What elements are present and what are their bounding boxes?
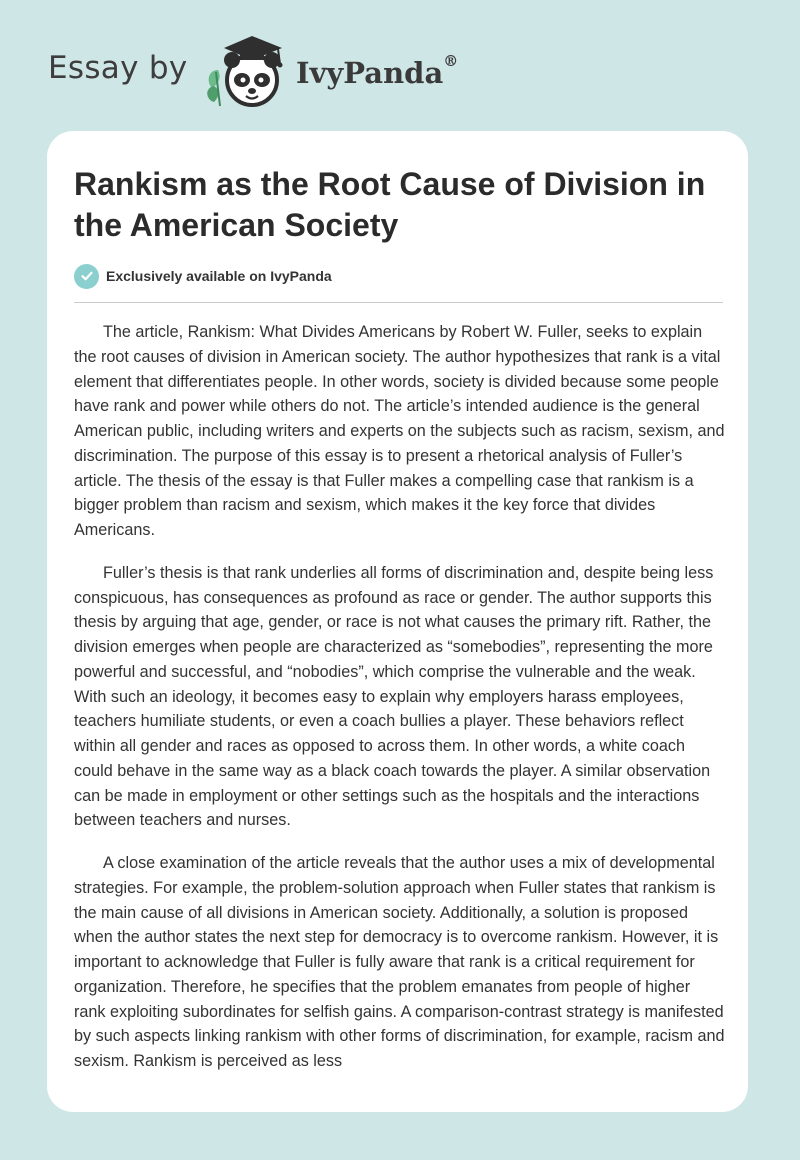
essay-paragraph: Fuller’s thesis is that rank underlies all forms of discrimination and, despite being less conspicuous, has consequences as profound as race or gender. The author supports this thesis by arguing that age, gender, or race is not what causes the primary rift. Rather, the division emerges when people are characterized as “somebodies”, representing the more powerful and successful, and “nobodies”, which comprise the vulnerable and the weak. With such an ideology, it becomes easy to explain why employers harass employees, teachers humiliate students, or even a coach bullies a player. These behaviors reflect within all gender and races as opposed to across them. In other words, a white coach could behave in the same way as a black coach towards the player. A similar observation can be made in employment or other settings such as the hospitals and the interactions between teachers and nurses. xyxy=(74,563,714,830)
brand-name[interactable] xyxy=(296,52,459,90)
essay-paragraph: A close examination of the article reveals that the author uses a mix of developmental strategies. For example, the problem-solution approach when Fuller states that rankism is the main cause of all divisions in American society. Additionally, a solution is proposed when the author states the next step for democracy is to overcome rankism. However, it is important to acknowledge that Fuller is fully aware that rank is a critical requirement for organization. Therefore, he specifies that the problem emanates from people of higher rank exploiting subordinates for selfish gains. A comparison-contrast strategy is manifested by such aspects linking rankism with other forms of discrimination, for example, racism and sexism. Rankism is perceived as less xyxy=(74,854,725,1070)
registered-mark: ® xyxy=(443,52,459,70)
divider xyxy=(74,302,723,303)
site-header xyxy=(48,30,508,120)
essay-paragraph: The article, Rankism: What Divides Americans by Robert W. Fuller, seeks to explain the root causes of division in American society. The author hypothesizes that rank is a vital element that differentiates people. In other words, society is divided because some people have rank and power while others do not. The article’s intended audience is the general American public, including writers and experts on the subjects such as racism, sexism, and discrimination. The purpose of this essay is to present a rhetorical analysis of Fuller’s article. The thesis of the essay is that Fuller makes a compelling case that rankism is a bigger problem than racism and sexism, which makes it the key force that divides Americans. xyxy=(74,323,725,539)
panda-graduate-icon[interactable] xyxy=(200,30,292,110)
exclusive-badge xyxy=(74,263,332,289)
check-icon xyxy=(74,264,99,289)
page-title: Rankism as the Root Cause of Division in the American Society xyxy=(74,166,706,243)
exclusive-label: Exclusively available on IvyPanda xyxy=(106,268,332,284)
essay-body xyxy=(74,320,726,1092)
essay-card xyxy=(47,131,748,1112)
brand-name-text: IvyPanda xyxy=(296,56,444,90)
brand-prefix: Essay by xyxy=(48,50,188,86)
